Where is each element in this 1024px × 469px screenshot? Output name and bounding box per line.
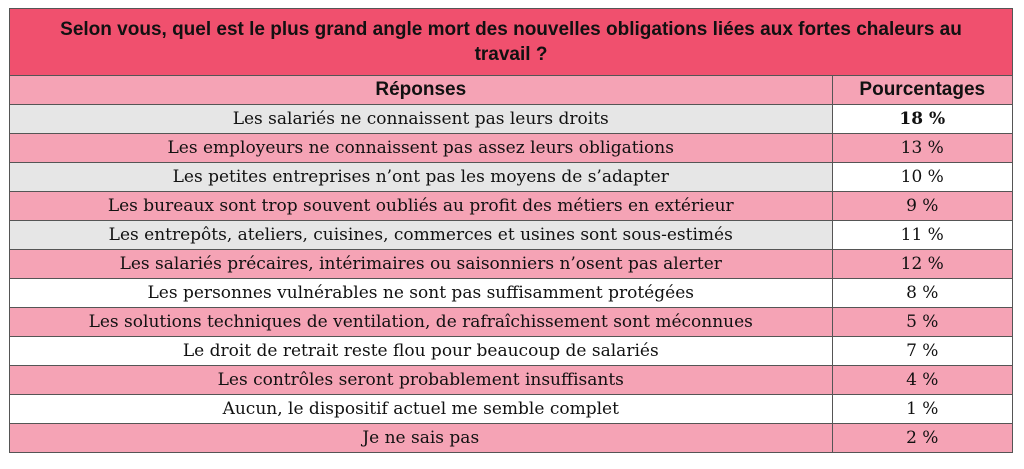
response-label: Les petites entreprises n’ont pas les moyens de s’adapter — [10, 163, 832, 192]
response-label: Je ne sais pas — [10, 424, 832, 453]
response-percentage: 5 % — [832, 308, 1012, 337]
response-percentage: 10 % — [832, 163, 1012, 192]
table-row — [10, 134, 1012, 163]
header-percentages: Pourcentages — [832, 76, 1012, 105]
table-row — [10, 424, 1012, 453]
response-percentage: 18 % — [832, 105, 1012, 134]
response-percentage: 1 % — [832, 395, 1012, 424]
response-label: Les salariés ne connaissent pas leurs droits — [10, 105, 832, 134]
table-row — [10, 279, 1012, 308]
survey-table-container — [9, 8, 1013, 453]
table-row — [10, 105, 1012, 134]
table-body — [10, 105, 1012, 453]
table-title: Selon vous, quel est le plus grand angle mort des nouvelles obligations liées aux fortes chaleurs au travail ? — [10, 9, 1012, 76]
response-label: Aucun, le dispositif actuel me semble complet — [10, 395, 832, 424]
response-percentage: 12 % — [832, 250, 1012, 279]
survey-table — [10, 76, 1012, 452]
response-label: Les solutions techniques de ventilation, de rafraîchissement sont méconnues — [10, 308, 832, 337]
table-row — [10, 221, 1012, 250]
table-row — [10, 395, 1012, 424]
table-row — [10, 308, 1012, 337]
response-label: Les bureaux sont trop souvent oubliés au profit des métiers en extérieur — [10, 192, 832, 221]
table-row — [10, 192, 1012, 221]
response-label: Les salariés précaires, intérimaires ou saisonniers n’osent pas alerter — [10, 250, 832, 279]
response-percentage: 2 % — [832, 424, 1012, 453]
response-percentage: 7 % — [832, 337, 1012, 366]
response-percentage: 13 % — [832, 134, 1012, 163]
response-label: Le droit de retrait reste flou pour beaucoup de salariés — [10, 337, 832, 366]
table-row — [10, 337, 1012, 366]
header-responses: Réponses — [10, 76, 832, 105]
response-label: Les employeurs ne connaissent pas assez leurs obligations — [10, 134, 832, 163]
response-label: Les entrepôts, ateliers, cuisines, commerces et usines sont sous-estimés — [10, 221, 832, 250]
header-row — [10, 76, 1012, 105]
response-label: Les contrôles seront probablement insuffisants — [10, 366, 832, 395]
response-percentage: 4 % — [832, 366, 1012, 395]
table-row — [10, 163, 1012, 192]
response-percentage: 8 % — [832, 279, 1012, 308]
table-row — [10, 366, 1012, 395]
response-label: Les personnes vulnérables ne sont pas suffisamment protégées — [10, 279, 832, 308]
table-row — [10, 250, 1012, 279]
response-percentage: 9 % — [832, 192, 1012, 221]
response-percentage: 11 % — [832, 221, 1012, 250]
